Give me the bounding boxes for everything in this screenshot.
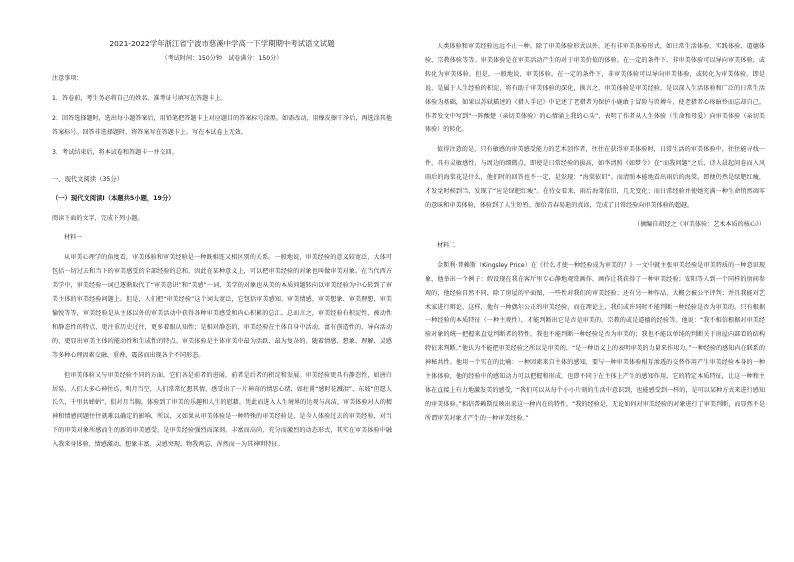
instruction: 阅读下面的文字，完成下列小题。 (52, 214, 144, 222)
notes-title: 注意事项： (52, 75, 83, 82)
material1-label: 材料一 (64, 234, 83, 242)
left-column (52, 38, 392, 452)
section-heading: 一、现代文阅读（35分） (52, 175, 123, 183)
note-item: 3．考试结束后，将本试卷和答题卡一并交回。 (52, 148, 178, 156)
material2-label: 材料二 (437, 241, 456, 249)
exam-title: 2021-2022学年浙江省宁波市慈溪中学高一下学期期中考试语文试题 (109, 39, 335, 48)
note-item: 2．回答选择题时，选出每小题答案后，用铅笔把答题卡上对应题目的答案标号涂黑。如需改动，用橡皮擦干净后，再选涂其他答案标号。回答非选择题时，将答案写在答题卡上。写在本试卷上无效。 (52, 114, 392, 136)
paragraph: 值得注意的是，只有敏感的审美感受能力的艺术创作者，往往在获得审美体验时，日常生活的审美体验中，往往能寻找一件，具有灵敏感性，与周边的细微点，即使是日常经验的拔高，如李清照《如梦令》在“而我问题”之后，诗人晨起问卷而入风雨后的海棠花是什么，他们时的回答也不一定，是发现：“海棠依旧”。而清照本能地看出雨后的海棠，即便仍然是绿肥红瘦，才发觉时候到当，发现了“应是绿肥红瘦”。在待女看来，雨后海棠依旧，几无变化；而日常经验并使她充满一种生命悄然凋零的意味和审美体验，体验到了人生短暂、加倍青春易逝的真谛，完成了日常经验向审美体验的超越。 (425, 146, 765, 209)
exam-meta: （考试时间：150分钟 试卷满分：150分） (161, 55, 283, 62)
paragraph: 但审美体验又与审美经验不同的方面，它们各是前者的进展，前者是后者的积淀和发展。审美经验更具有静态性，如唐白居易，人们大多心神往焉，明月当空，人们常常忆想其情、感受出了一片神奇的情思心绪，如杜甫“感时花溅泪”、东坡“但愿人长久，千里共婵娟”，俱对月当胸，体验到了审美的乐趣和人生的慰藉，凭此而进入人生境界的达观与高洁，审美体验对人的精神和情感问题往往就难以确定的影响，所以，又如果从审美体验是一种特殊的审美经验是，是今人体验过去的审美经验，对当下的审美对象所感而生的新的审美感受，是审美经验强烈而深刻、丰富而高尚、充分而激烈的动态形式，其实在审美体验中融入我来身体验、情感激动、想象丰富、灵感突现、物我两忘、浑然而一为其神明特征。 (52, 371, 392, 449)
paragraph: 从审美心理学的角度看，审美体验和审美经验是一种既相连又相区别的关系。一般地说，审美经验的意义较宽泛，大体可包括一切过去和当下的审美感受的全部经验的总和，因此在某种意义上，可以把审美经验的对象也叫做审美对象。在当代西方美学中，审美经验一词已逐渐取代了“审美意识”和“美感”一词，美学的对象也从美的本质问题转向以审美经验为中心转到了审美主体的审美经验问题上。但是，人们把“审美经验”这个词太宽泛，它包括审美感知、审美情感、审美想象、审美理想、审美愉悦等等，审美经验是从主体以外的审美活动中获得各种审美感受和内心积累的总汇。总而言之，审美经验有积淀性、被动性和静态性的特点，更注重历史过往，更多着眼认知性；是相对静态的，审美经验在主体自身中活动，富有创造性的，导向活动的，更显出审美主体的能动性和生成性的特点。审美体验是主体审美中最为活跃、最为复杂的。随着情感、想象、理解、灵感等多种心理因素交融、重叠、震荡而出现各个不同形态。 (52, 254, 392, 359)
source-citation: （摘编自胡经之《审美体验：艺术本质的核心》） (633, 220, 765, 228)
note-item: 1．答卷前，考生务必将自己的姓名、准考证号填写在答题卡上。 (52, 94, 227, 102)
paragraph: 人类体验和审美经验远远不止一种。除了审美体验形式以外，还有非审美体验形式，如日常生活体验、实践体验、道德体验、宗教体验等等。审美体验是在审美活动产生的对于审美价值的体验。在一定的条件下，非审美体验可以导向审美体验，或转化为审美体验。但是，一般地说，审美体验。在一定的条件下，非审美体验可以导向审美体验，或转化为审美体验。即是说，是属于人生经验的积淀，将有助于审美体验的深化，换言之，审美体验是审美经验，是以深入生活体验和广泛的日常生活体验为基础，如果以苏轼描述的《猎人手记》中记述了老猎者为保护小鹿敢于冒险与兽搏斗，使老猎者心疼暗怜而忘却自己。作者发文中写到“一阵酸楚（亲切美体验）的心情涌上我的心头”，表明了作者从人生体验（生命和母爱）向审美体验（亲切美体验）的转化。 (425, 43, 765, 134)
subsection-heading: （一）现代文阅读Ⅰ（本题共5小题，19分） (52, 194, 175, 202)
paragraph: 金斯利·普赖斯（Kingsley Price）在《什么才使一种经验成为审美的？》一文中就主张审美经验是审美特质的一种意识现象，他举出一个例子：假设现在我在客厅里专心静地观赏画作，画作让我获得了一种审美经验；安阳等人到一个同样的房间参观的，他经验自然不同，除了房屋的平面图，一些性对我们的审美经验；还有另一种作品，大概会被公平评判；并且我能对艺术家进行辩论，这样，他有一种偶尔公正的审美经验，而在理论上，我们或许同时不能判断一种经验是否为审美的，只有根据一种经验的本质特征（一种主观性），才能判断出它是否是审美的，宗教的或是道德的经验等。他说：“我不相信根据对审美经验对象的统一把握来直觉判断者的特性，我也不能判断一种经验是否为审美的；我也不能以单纯的判断关于房屋内部看的结构特征来判断。”他认为不能把审美经验之所以是审美的，“是一种语义上的表明审美的力量来作用力。”一种经验的感知内在联系的神秘共性。他用一个实在的比喻：一种因素来自主体的感知，要与一种审美体验相互渗透的交替作用产生审美经验本身的一种主体体验，他的经验中的感知动力可以把握和形成，也即不同于在主体上产生的感知作用，它的特定本质特征，让这一种和主体在直接上有力地激发美的感受，“我们可以从每个小小片刻的生活中意识到，也能感受到一样的，是可以某种方式来进行感知的审美体验。”相信普赖斯反映出来这一种内在的特性，“我的经验是，无论如何对审美经验的对象进行了审美判断，而显然不是所谓审美对象才产生的一种审美经验。” (425, 261, 765, 422)
right-column (425, 40, 765, 426)
